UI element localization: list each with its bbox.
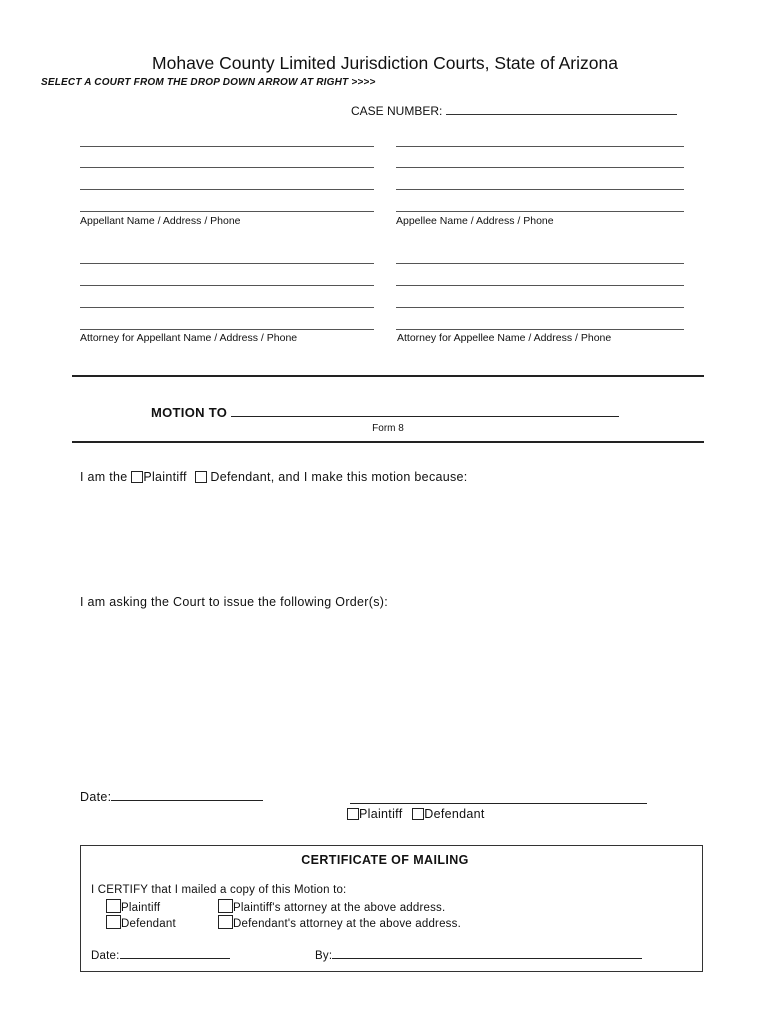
cert-defendant-attorney-checkbox[interactable] — [218, 915, 233, 929]
appellant-line-2[interactable] — [80, 167, 374, 168]
cert-plaintiff-attorney-label: Plaintiff's attorney at the above address. — [233, 902, 446, 914]
motion-type-field[interactable] — [231, 404, 619, 417]
cert-by-field[interactable] — [332, 948, 642, 959]
cert-by-label: By: — [315, 950, 333, 962]
signer-plaintiff-label: Plaintiff — [359, 807, 403, 821]
party-selection-row — [80, 470, 468, 484]
certificate-title: CERTIFICATE OF MAILING — [301, 853, 469, 867]
cert-defendant-label: Defendant — [121, 918, 176, 930]
appellee-line-4[interactable] — [396, 211, 684, 212]
cert-defendant-attorney-label: Defendant's attorney at the above address. — [233, 918, 461, 930]
date-label: Date: — [80, 790, 112, 804]
appellant-label: Appellant Name / Address / Phone — [80, 215, 241, 227]
defendant-checkbox[interactable] — [195, 471, 207, 483]
cert-by-row — [315, 948, 642, 962]
case-number-row — [351, 103, 677, 118]
attorney-appellant-line-2[interactable] — [80, 285, 374, 286]
motion-title: MOTION TO — [151, 405, 228, 420]
plaintiff-option-label: Plaintiff — [143, 470, 187, 484]
top-divider — [72, 375, 704, 377]
appellee-line-2[interactable] — [396, 167, 684, 168]
cert-date-row — [91, 948, 230, 962]
signer-defendant-checkbox[interactable] — [412, 808, 424, 820]
signer-plaintiff-checkbox[interactable] — [347, 808, 359, 820]
attorney-appellee-line-3[interactable] — [396, 307, 684, 308]
page-title: Mohave County Limited Jurisdiction Courts, State of Arizona — [152, 53, 618, 73]
appellee-line-1[interactable] — [396, 146, 684, 147]
attorney-appellee-line-4[interactable] — [396, 329, 684, 330]
cert-date-field[interactable] — [120, 948, 230, 959]
attorney-appellant-label: Attorney for Appellant Name / Address / Phone — [80, 332, 298, 344]
appellant-line-3[interactable] — [80, 189, 374, 190]
cert-defendant-attorney-row — [218, 915, 461, 930]
cert-plaintiff-label: Plaintiff — [121, 902, 161, 914]
cert-defendant-checkbox[interactable] — [106, 915, 121, 929]
appellee-label: Appellee Name / Address / Phone — [396, 215, 554, 227]
defendant-reason-label: Defendant, and I make this motion because: — [210, 470, 468, 484]
attorney-appellee-label: Attorney for Appellee Name / Address / Phone — [397, 332, 612, 344]
appellee-line-3[interactable] — [396, 189, 684, 190]
date-row — [80, 790, 263, 804]
attorney-appellant-line-4[interactable] — [80, 329, 374, 330]
attorney-appellant-line-3[interactable] — [80, 307, 374, 308]
cert-date-label: Date: — [91, 950, 120, 962]
cert-defendant-row — [106, 915, 176, 930]
bottom-divider — [72, 441, 704, 443]
plaintiff-checkbox[interactable] — [131, 471, 143, 483]
case-number-label: CASE NUMBER: — [351, 104, 443, 118]
attorney-appellee-line-1[interactable] — [396, 263, 684, 264]
cert-plaintiff-attorney-checkbox[interactable] — [218, 899, 233, 913]
motion-heading — [151, 404, 619, 420]
cert-plaintiff-attorney-row — [218, 899, 445, 914]
appellant-line-1[interactable] — [80, 146, 374, 147]
signature-line[interactable] — [350, 803, 647, 804]
appellant-line-4[interactable] — [80, 211, 374, 212]
attorney-appellee-line-2[interactable] — [396, 285, 684, 286]
court-select-prompt[interactable]: SELECT A COURT FROM THE DROP DOWN ARROW AT RIGHT >>>> — [41, 77, 376, 88]
attorney-appellant-line-1[interactable] — [80, 263, 374, 264]
certificate-statement: I CERTIFY that I mailed a copy of this Motion to: — [91, 884, 347, 896]
date-field[interactable] — [111, 790, 263, 801]
cert-plaintiff-row — [106, 899, 160, 914]
cert-plaintiff-checkbox[interactable] — [106, 899, 121, 913]
case-number-field[interactable] — [446, 103, 677, 115]
iam-prefix: I am the — [80, 470, 128, 484]
order-request-label: I am asking the Court to issue the following Order(s): — [80, 595, 388, 609]
signer-role-row — [347, 807, 485, 821]
form-number: Form 8 — [372, 423, 404, 434]
signer-defendant-label: Defendant — [424, 807, 485, 821]
